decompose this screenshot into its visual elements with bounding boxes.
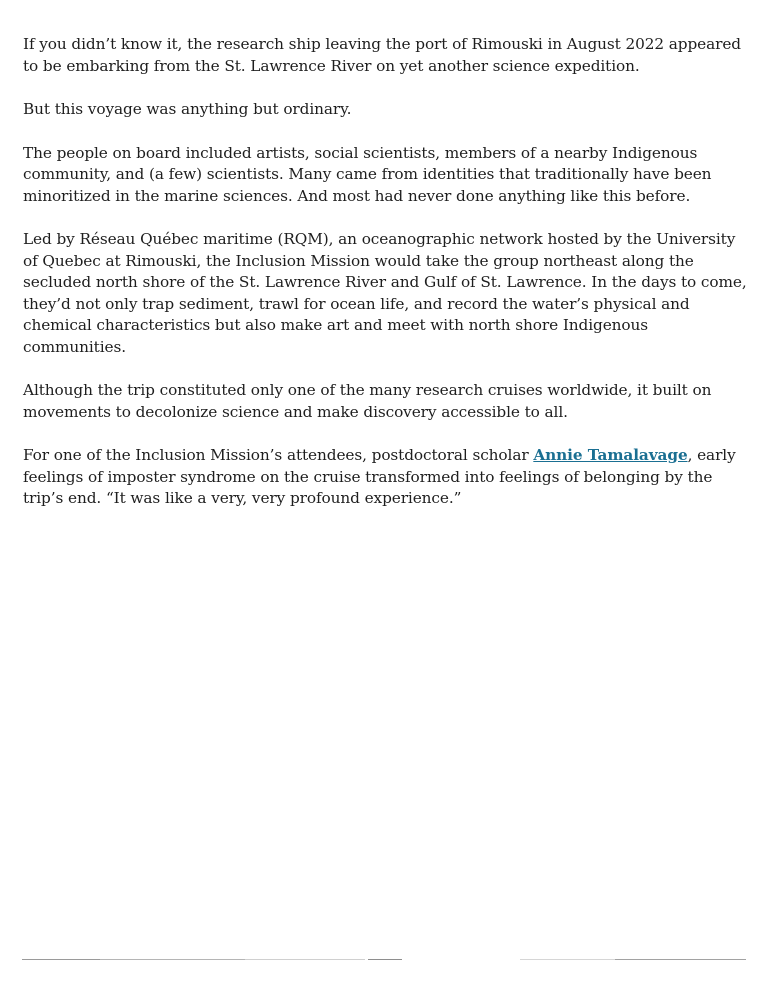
paragraph-intro: If you didn’t know it, the research ship leaving the port of Rimouski in August 2022 appeared to be embarking from the St. Lawrence River on yet another science expedition. xyxy=(23,35,741,75)
footer-rule-segment xyxy=(520,959,615,960)
footer-rule-segment xyxy=(100,959,245,960)
footer-rule-segment xyxy=(615,959,746,960)
article-body xyxy=(23,34,751,531)
paragraph-attendee-quote-rest: , early feelings of imposter syndrome on the cruise transformed into feelings of belonging by the trip’s end. “It was like a very, very profound experience.” xyxy=(23,446,736,507)
paragraph-inclusion-mission: Led by Réseau Québec maritime (RQM), an oceanographic network hosted by the University of Quebec at Rimouski, the Inclusion Mission would take the group northeast along the secluded north shore of the St. Lawrence River and Gulf of St. Lawrence. In the days to come, they’d not only trap sediment, trawl for ocean life, and record the water’s physical and chemical characteristics but also make art and meet with north shore Indigenous communities. xyxy=(23,230,747,356)
paragraph-people-on-board: The people on board included artists, social scientists, members of a nearby Indigenous community, and (a few) scientists. Many came from identities that traditionally have been minoritized in the marine sciences. And most had never done anything like this before. xyxy=(23,143,712,205)
annie-tamalavage-link[interactable]: Annie Tamalavage xyxy=(533,446,688,464)
footer-rule-segment xyxy=(22,959,100,960)
footer-divider xyxy=(22,959,746,963)
paragraph-attendee-quote xyxy=(23,445,751,510)
paragraph-attendee-quote-lead: For one of the Inclusion Mission’s attendees, postdoctoral scholar xyxy=(23,446,534,464)
footer-rule-segment xyxy=(245,959,365,960)
paragraph-voyage: But this voyage was anything but ordinary. xyxy=(23,100,352,118)
paragraph-decolonize-science: Although the trip constituted only one of the many research cruises worldwide, it built on movements to decolonize science and make discovery accessible to all. xyxy=(23,381,712,421)
footer-rule-segment xyxy=(368,959,402,960)
